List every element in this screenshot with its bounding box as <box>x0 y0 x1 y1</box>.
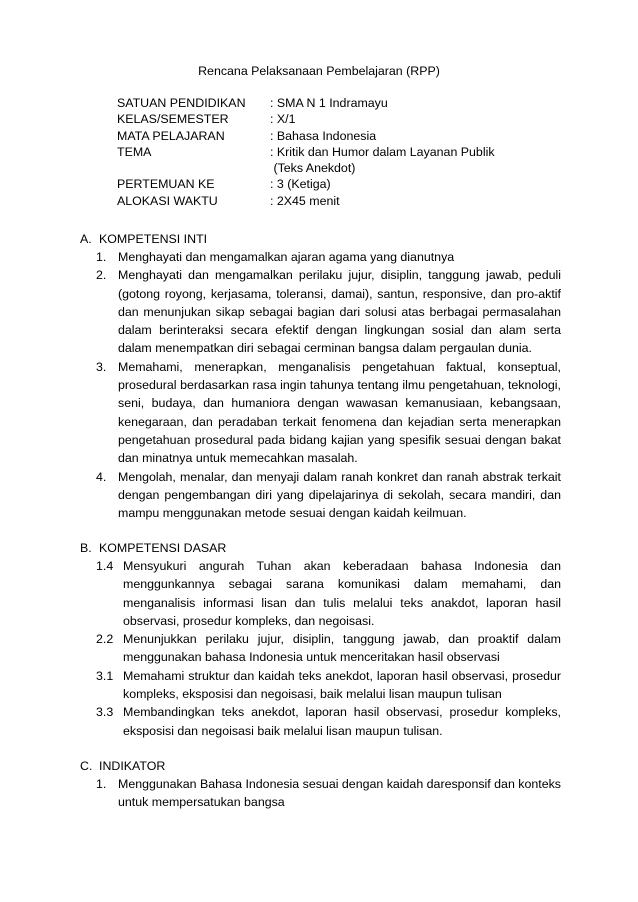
info-value: : 3 (Ketiga) <box>270 177 331 192</box>
item-number: 2.2 <box>96 632 114 647</box>
item-text: Memahami, menerapkan, menganalisis pengetahuan faktual, konseptual, prosedural berdasarkan rasa ingin tahunya tentang ilmu pengetahuan, teknologi, seni, budaya, dan humaniora dengan wawasan kemanusiaan, kebangsaan, kenegaraan, dan peradaban terkait fenomena dan kejadian serta menerapkan pengetahuan prosedural pada bidang kajian yang spesifik sesuai dengan bakat dan minatnya untuk memecahkan masalah. <box>118 359 561 466</box>
identity-table <box>117 95 570 209</box>
list-item <box>96 703 561 740</box>
list-item <box>96 358 561 468</box>
section-letter: C. <box>80 759 93 773</box>
section-letter: A. <box>80 232 92 246</box>
info-row <box>117 176 570 192</box>
info-row <box>117 128 570 144</box>
info-value: : Kritik dan Humor dalam Layanan Publik <box>270 144 495 159</box>
info-row <box>117 111 570 127</box>
item-text: Menggunakan Bahasa Indonesia sesuai dengan kaidah daresponsif dan konteks untuk mempersatukan bangsa <box>118 777 561 810</box>
info-label: TEMA <box>117 144 152 159</box>
section-heading-indikator <box>80 757 560 775</box>
item-number: 4. <box>96 469 107 484</box>
kompetensi-dasar-list <box>96 557 561 740</box>
item-text: Mengolah, menalar, dan menyaji dalam ranah konkret dan ranah abstrak terkait dengan pengembangan diri yang dipelajarinya di sekolah, secara mandiri, dan mampu menggunakan metode sesuai dengan kaidah keilmuan. <box>118 469 561 521</box>
info-row <box>117 160 570 176</box>
info-label: ALOKASI WAKTU <box>117 193 218 208</box>
list-item <box>96 667 561 704</box>
info-label <box>117 160 270 176</box>
item-text: Mensyukuri angurah Tuhan akan keberadaan bahasa Indonesia dan menggunkannya sebagai sarana komunikasi dalam memahami, dan menganalisis informasi lisan dan tulis melalui teks anakdot, laporan hasil observasi, prosedur kompleks, dan negoisasi. <box>123 559 561 628</box>
kompetensi-inti-list <box>96 248 561 522</box>
list-item <box>96 630 561 667</box>
list-item <box>96 775 561 812</box>
item-text: Membandingkan teks anekdot, laporan hasil observasi, prosedur kompleks, eksposisi dan negoisasi baik melalui lisan maupun tulisan. <box>123 705 561 738</box>
item-number: 1. <box>96 777 107 791</box>
item-number: 3.1 <box>96 668 114 683</box>
info-value: : SMA N 1 Indramayu <box>270 96 388 110</box>
info-value: (Teks Anekdot) <box>270 161 356 176</box>
list-item <box>96 557 561 630</box>
info-row <box>117 144 570 160</box>
info-value: : X/1 <box>270 112 296 127</box>
list-item <box>96 248 561 266</box>
list-item <box>96 468 561 523</box>
item-number: 3.3 <box>96 705 114 720</box>
info-label: SATUAN PENDIDIKAN <box>117 96 246 110</box>
section-heading-kompetensi-dasar <box>80 539 560 557</box>
list-item <box>96 266 561 357</box>
info-label: PERTEMUAN KE <box>117 177 215 192</box>
info-label: KELAS/SEMESTER <box>117 112 229 127</box>
item-text: Menghayati dan mengamalkan ajaran agama yang dianutnya <box>118 250 455 264</box>
item-number: 2. <box>96 268 107 283</box>
info-row <box>117 95 570 111</box>
item-number: 3. <box>96 359 107 374</box>
section-title: INDIKATOR <box>99 759 166 773</box>
item-number: 1. <box>96 250 107 264</box>
item-text: Memahami struktur dan kaidah teks anekdot, laporan hasil observasi, prosedur kompleks, eksposisi dan negoisasi, baik melalui lisan maupun tulisan <box>123 668 561 702</box>
item-text: Menunjukkan perilaku jujur, disiplin, tanggung jawab, dan proaktif dalam menggunakan bahasa Indonesia untuk menceritakan hasil observasi <box>123 632 561 665</box>
section-title: KOMPETENSI INTI <box>99 232 208 246</box>
info-row <box>117 193 570 209</box>
info-value: : 2X45 menit <box>270 193 340 208</box>
info-label: MATA PELAJARAN <box>117 128 225 143</box>
section-title: KOMPETENSI DASAR <box>99 541 227 555</box>
indikator-list <box>96 775 561 812</box>
item-number: 1.4 <box>96 559 114 573</box>
section-heading-kompetensi-inti <box>80 230 560 248</box>
item-text: Menghayati dan mengamalkan perilaku jujur, disiplin, tanggung jawab, peduli (gotong royong, kerjasama, toleransi, damai), santun, responsive, dan pro-aktif dan menunjukan sikap sebagai bagian dari solusi atas berbagai permasalahan dalam berinteraksi secara efektif dengan lingkungan sosial dan alam serta dalam menempatkan diri sebagai cerminan bangsa dalam pergaulan dunia. <box>118 268 561 356</box>
info-value: : Bahasa Indonesia <box>270 128 377 143</box>
section-letter: B. <box>80 541 92 555</box>
document-title: Rencana Pelaksanaan Pembelajaran (RPP) <box>198 64 440 78</box>
